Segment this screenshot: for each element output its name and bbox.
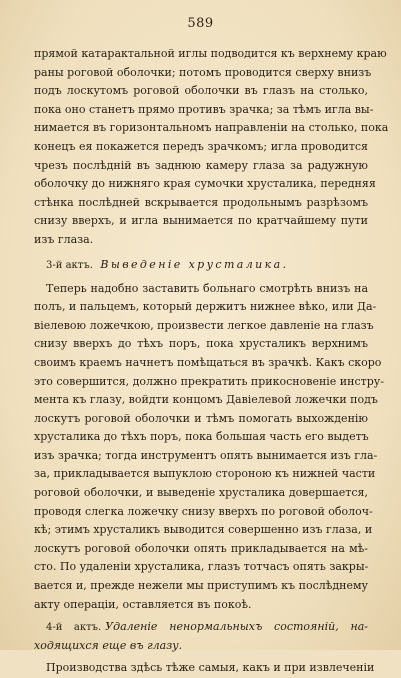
text-line: снизу вверхъ, и игла вынимается по кратчайшему пути	[34, 214, 368, 228]
text-line: стѣнка послѣдней вскрывается продольнымъ разрѣзомъ	[34, 195, 368, 209]
text-line: раны роговой оболочки; потомъ проводится сверху внизъ	[34, 65, 372, 79]
page-number: 589	[187, 16, 214, 31]
act-4-heading	[34, 618, 368, 655]
text-line: лоскутъ роговой оболочки и тѣмъ помогать выхожденію	[34, 411, 368, 425]
text-line: изъ зрачка; тогда инструментъ опять вынимается изъ гла-	[34, 448, 378, 462]
act-3-heading	[34, 254, 368, 276]
text-line: чрезъ послѣдній въ заднюю камеру глаза за радужную	[34, 158, 368, 172]
text-line: изъ глаза.	[34, 232, 94, 246]
text-line: своимъ краемъ начнетъ помѣщаться въ зрачкѣ. Какъ скоро	[34, 355, 382, 369]
text-line: это совершится, должно прекратить прикосновеніе инстру-	[34, 374, 384, 388]
text-line: за, прикладывается выпуклою стороною къ нижней части	[34, 467, 376, 481]
text-line: конецъ ея покажется передъ зрачкомъ; игла проводится	[34, 139, 368, 153]
text-line: вается и, прежде нежели мы приступимъ къ послѣднему	[34, 579, 369, 593]
text-line: проводя слегка ложечку снизу вверхъ по роговой оболоч-	[34, 504, 373, 518]
text-line: полъ, и пальцемъ, который держитъ нижнее вѣко, или Да-	[34, 300, 377, 314]
text-line: пока оно станетъ прямо противъ зрачка; за тѣмъ игла вы-	[34, 102, 374, 116]
act-4-title-line-1: Удаленіе ненормальныхъ состояній, на-	[105, 620, 368, 634]
text-line: акту операціи, оставляется въ покоѣ.	[34, 597, 252, 611]
text-line: снизу вверхъ до тѣхъ поръ, пока хрусталикъ верхнимъ	[34, 337, 368, 351]
text-line: прямой катарактальной иглы подводится къ верхнему краю	[34, 47, 387, 60]
text-line: оболочку до нижняго края сумочки хрусталика, передняя	[34, 177, 376, 191]
paragraph-3	[34, 659, 375, 678]
text-line: Теперь надобно заставить больнаго смотрѣть внизъ на	[46, 281, 368, 295]
text-line: роговой оболочки, и выведеніе хрусталика довершается,	[34, 486, 368, 500]
text-line: сто. По удаленіи хрусталика, глазъ тотчасъ опять закры-	[34, 560, 369, 574]
text-line: віелевою ложечкою, произвести легкое давленіе на глазъ	[34, 318, 374, 332]
page-body	[34, 45, 389, 678]
act-4-title-line-2: ходящихся еще въ глазу.	[34, 638, 183, 652]
text-line: нимается въ горизонтальномъ направленіи на столько, пока	[34, 121, 389, 135]
act-3-label: 3-й актъ.	[46, 259, 93, 271]
act-4-label: 4-й актъ.	[46, 622, 102, 634]
text-line: мента къ глазу, войдти концомъ Давіелевой ложечки подъ	[34, 393, 378, 407]
text-line: лоскутъ роговой оболочки опять прикладывается на мѣ-	[34, 541, 368, 555]
text-line: хрусталика до тѣхъ поръ, пока большая часть его выдетъ	[34, 430, 369, 444]
text-line: кѣ; этимъ хрусталикъ выводится совершенно изъ глаза, и	[34, 523, 373, 537]
paragraph-2	[34, 280, 384, 615]
act-3-title: Выведеніе хрусталика.	[100, 257, 289, 271]
paragraph-1	[34, 45, 389, 250]
text-line: Производства здѣсь тѣже самыя, какъ и при извлеченіи	[46, 661, 375, 675]
act-4-heading-line-1	[34, 618, 368, 637]
text-line: подъ лоскутомъ роговой оболочки въ глазъ на столько,	[34, 84, 368, 98]
